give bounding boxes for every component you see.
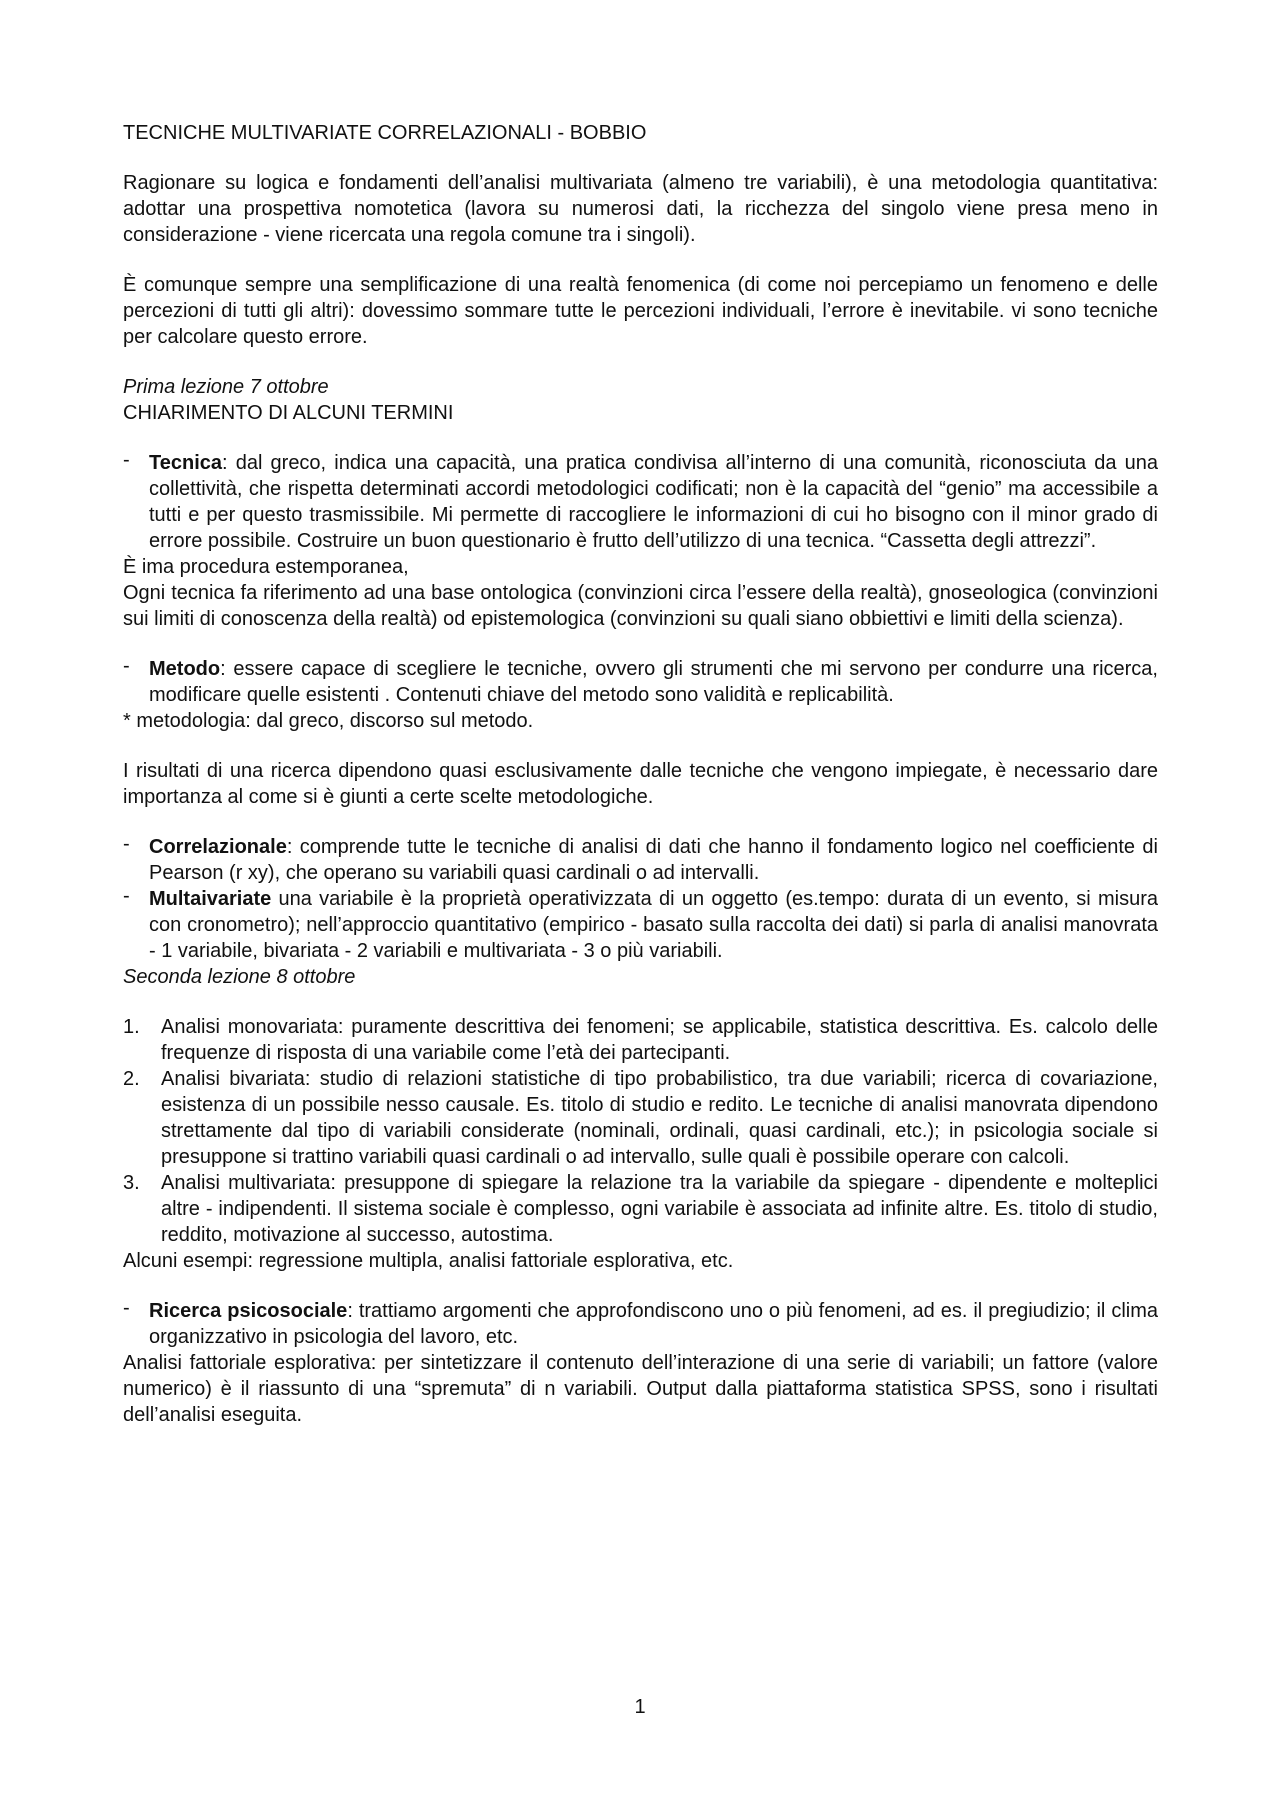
risultati-paragraph: I risultati di una ricerca dipendono quasi esclusivamente dalle tecniche che vengono impiegate, è necessario dare importanza al come si è giunti a certe scelte metodologiche. bbox=[123, 760, 1158, 808]
term-definition: : dal greco, indica una capacità, una pratica condivisa all’interno di una comunità, riconosciuta da una collettività, che rispetta determinati accordi metodologici codificati; non è la capacità del “genio” ma accessibile a tutti e per questo trasmissibile. Mi permette di raccogliere le informazioni di cui ho bisogno con il minor grado di errore possibile. Costruire un buon questionario è frutto dell’utilizzo di una tecnica. “Cassetta degli attrezzi”. bbox=[149, 452, 1158, 552]
term-definition: : comprende tutte le tecniche di analisi di dati che hanno il fondamento logico nel coefficiente di Pearson (r xy), che operano su variabili quasi cardinali o ad intervalli. bbox=[149, 836, 1158, 884]
term-label: Tecnica bbox=[149, 452, 222, 474]
item-text: Analisi multivariata: presuppone di spiegare la relazione tra la variabile da spiegare - dipendente e molteplici altre - indipendenti. Il sistema sociale è complesso, ogni variabile è associata ad infinite altre. Es. titolo di studio, reddito, motivazione al successo, autostima. bbox=[161, 1172, 1158, 1246]
item-text: Analisi bivariata: studio di relazioni statistiche di tipo probabilistico, tra due variabili; ricerca di covariazione, esistenza di un possibile nesso causale. Es. titolo di studio e redito. Le tecniche di analisi manovrata dipendono strettamente dal tipo di variabili considerate (nominali, ordinali, quasi cardinali, etc.); in psicologia sociale si presuppone si trattino variabili quasi cardinali o ad intervallo, sulle quali è possibile operare con calcoli. bbox=[161, 1068, 1158, 1168]
tecnica-note: È ima procedura estemporanea, bbox=[123, 556, 409, 578]
item-number: 3. bbox=[123, 1172, 140, 1194]
analysis-list bbox=[123, 1014, 1158, 1248]
term-list-tecnica bbox=[123, 450, 1158, 554]
intro-paragraph-2: È comunque sempre una semplificazione di una realtà fenomenica (di come noi percepiamo un fenomeno e delle percezioni di tutti gli altri): dovessimo sommare tutte le percezioni individuali, l’errore è inevitabile. vi sono tecniche per calcolare questo errore. bbox=[123, 274, 1158, 348]
term-label: Ricerca psicosociale bbox=[149, 1300, 348, 1322]
item-text: Analisi monovariata: puramente descrittiva dei fenomeni; se applicabile, statistica descrittiva. Es. calcolo delle frequenze di risposta di una variabile come l’età dei partecipanti. bbox=[161, 1016, 1158, 1064]
page-content bbox=[123, 120, 1158, 1428]
term-label: Multaivariate bbox=[149, 888, 272, 910]
lesson1-heading: Prima lezione 7 ottobre bbox=[123, 376, 329, 398]
term-tecnica bbox=[123, 450, 1158, 554]
document-title: TECNICHE MULTIVARIATE CORRELAZIONALI - BOBBIO bbox=[123, 122, 647, 144]
term-list-correlazionale bbox=[123, 834, 1158, 886]
term-list-metodo bbox=[123, 656, 1158, 708]
page-number: 1 bbox=[634, 1696, 646, 1718]
analysis-item-bivariata bbox=[123, 1066, 1158, 1170]
item-number: 1. bbox=[123, 1016, 140, 1038]
analysis-item-multivariata bbox=[123, 1170, 1158, 1248]
lesson1-subheading: CHIARIMENTO DI ALCUNI TERMINI bbox=[123, 402, 454, 424]
term-definition: una variabile è la proprietà operativizzata di un oggetto (es.tempo: durata di un evento, si misura con cronometro); nell’approccio quantitativo (empirico - basato sulla raccolta dei dati) si parla di analisi manovrata - 1 variabile, bivariata - 2 variabili e multivariata - 3 o più variabili. bbox=[149, 888, 1158, 962]
term-ricerca-psicosociale bbox=[123, 1298, 1158, 1350]
lesson2-heading: Seconda lezione 8 ottobre bbox=[123, 966, 356, 988]
term-list-multivariate bbox=[123, 886, 1158, 964]
fattoriale-paragraph: Analisi fattoriale esplorativa: per sintetizzare il contenuto dell’interazione di una serie di variabili; un fattore (valore numerico) è il riassunto di una “spremuta” di n variabili. Output dalla piattaforma statistica SPSS, sono i risultati dell’analisi eseguita. bbox=[123, 1352, 1158, 1426]
term-metodo bbox=[123, 656, 1158, 708]
item-number: 2. bbox=[123, 1068, 140, 1090]
term-definition: : trattiamo argomenti che approfondiscono uno o più fenomeni, ad es. il pregiudizio; il clima organizzativo in psicologia del lavoro, etc. bbox=[149, 1300, 1158, 1348]
term-multivariate bbox=[123, 886, 1158, 964]
examples-line: Alcuni esempi: regressione multipla, analisi fattoriale esplorativa, etc. bbox=[123, 1250, 734, 1272]
tecnica-base-paragraph: Ogni tecnica fa riferimento ad una base ontologica (convinzioni circa l’essere della realtà), gnoseologica (convinzioni sui limiti di conoscenza della realtà) od epistemologica (convinzioni su quali siano obbiettivi e limiti della scienza). bbox=[123, 582, 1158, 630]
term-correlazionale bbox=[123, 834, 1158, 886]
term-list-ricerca bbox=[123, 1298, 1158, 1350]
term-definition: : essere capace di scegliere le tecniche, ovvero gli strumenti che mi servono per condurre una ricerca, modificare quelle esistenti . Contenuti chiave del metodo sono validità e replicabilità. bbox=[149, 658, 1158, 706]
analysis-item-monovariata bbox=[123, 1014, 1158, 1066]
intro-paragraph-1: Ragionare su logica e fondamenti dell’analisi multivariata (almeno tre variabili), è una metodologia quantitativa: adottar una prospettiva nomotetica (lavora su numerosi dati, la ricchezza del singolo viene presa meno in considerazione - viene ricercata una regola comune tra i singoli). bbox=[123, 172, 1158, 246]
term-label: Correlazionale bbox=[149, 836, 287, 858]
term-label: Metodo bbox=[149, 658, 221, 680]
metodologia-note: * metodologia: dal greco, discorso sul metodo. bbox=[123, 710, 534, 732]
